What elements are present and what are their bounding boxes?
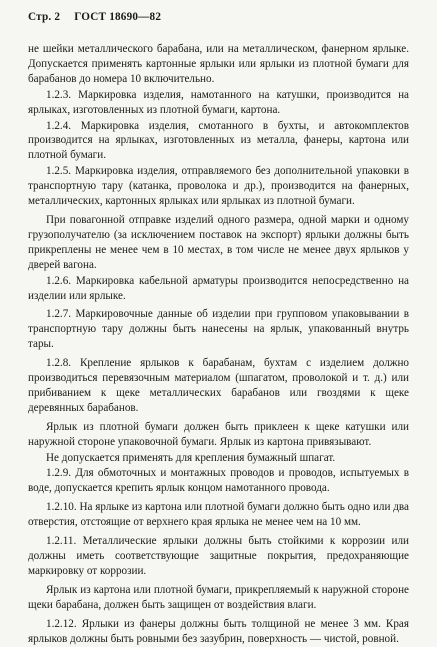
paragraph-1-2-5: 1.2.5. Маркировка изделия, отправляемого без дополнительной упаковки в транспортную тару (катанка, проволока и др.), производится на фанерных, металлических, картонных ярлыках или ярлыках из плотной бумаги. [28, 165, 409, 208]
paragraph-1-2-6: 1.2.6. Маркировка кабельной арматуры производится непосредственно на изделии или ярлыке. [28, 274, 409, 302]
paragraph-1-2-11: 1.2.11. Металлические ярлыки должны быть стойкими к коррозии или должны иметь соответствующие защитные покрытия, предохраняющие маркировку от коррозии. [28, 535, 409, 577]
paragraph-moisture-protection: Ярлык из картона или плотной бумаги, прикрепляемый к наружной стороне щеки барабана, должен быть защищен от воздействия влаги. [28, 583, 409, 611]
paragraph-1-2-7: 1.2.7. Маркировочные данные об изделии при групповом упаковывании в транспортную тару должны быть нанесены на ярлык, упакованный внутрь тары. [28, 308, 409, 351]
document-body [28, 42, 409, 646]
paragraph-continuation: не шейки металлического барабана, или на металлическом, фанерном ярлыке. Допускается применять картонные ярлыки или ярлыки из плотной бумаги для барабанов до номера 10 включительно. [28, 43, 409, 85]
paragraph-1-2-10: 1.2.10. На ярлыке из картона или плотной бумаги должно быть одно или два отверстия, отстоящие от верхнего края ярлыка не менее чем на 10 мм. [28, 501, 409, 529]
paragraph-1-2-9: 1.2.9. Для обмоточных и монтажных проводов и проводов, испытуемых в воде, допускается крепить ярлык концом намотанного провода. [28, 467, 409, 495]
paragraph-paper-label: Ярлык из плотной бумаги должен быть приклеен к щеке катушки или наружной стороне упаковочной бумаги. Ярлык из картона привязывают. [28, 420, 409, 448]
standard-code: ГОСТ 18690—82 [74, 11, 162, 23]
paragraph-1-2-3: 1.2.3. Маркировка изделия, намотанного на катушки, производится на ярлыках, изготовленных из плотной бумаги, картона. [28, 88, 409, 116]
paragraph-wagon-shipment: При повагонной отправке изделий одного размера, одной марки и одному грузополучателю (за исключением поставок на экспорт) ярлыки должны быть прикреплены не менее чем в 10 местах, в том числе не менее двух ярлыков у дверей вагона. [28, 213, 409, 271]
paragraph-1-2-8: 1.2.8. Крепление ярлыков к барабанам, бухтам с изделием должно производиться перевязочным материалом (шпагатом, проволокой и т. д.) или прибиванием к щеке металлических барабанов или гвоздями к щеке деревянных барабанов. [28, 357, 409, 414]
paragraph-1-2-12: 1.2.12. Ярлыки из фанеры должны быть толщиной не менее 3 мм. Края ярлыков должны быть ровными без зазубрин, поверхность — чистой, ровной. [28, 617, 409, 645]
paragraph-twine-ban: Не допускается применять для крепления бумажный шпагат. [46, 451, 336, 464]
page-number: Стр. 2 [28, 11, 61, 23]
paragraph-1-2-4: 1.2.4. Маркировка изделия, смотанного в бухты, и автокомплектов производится на ярлыках, изготовленных из металла, фанеры, картона или плотной бумаги. [28, 119, 409, 162]
page-header [28, 11, 409, 29]
